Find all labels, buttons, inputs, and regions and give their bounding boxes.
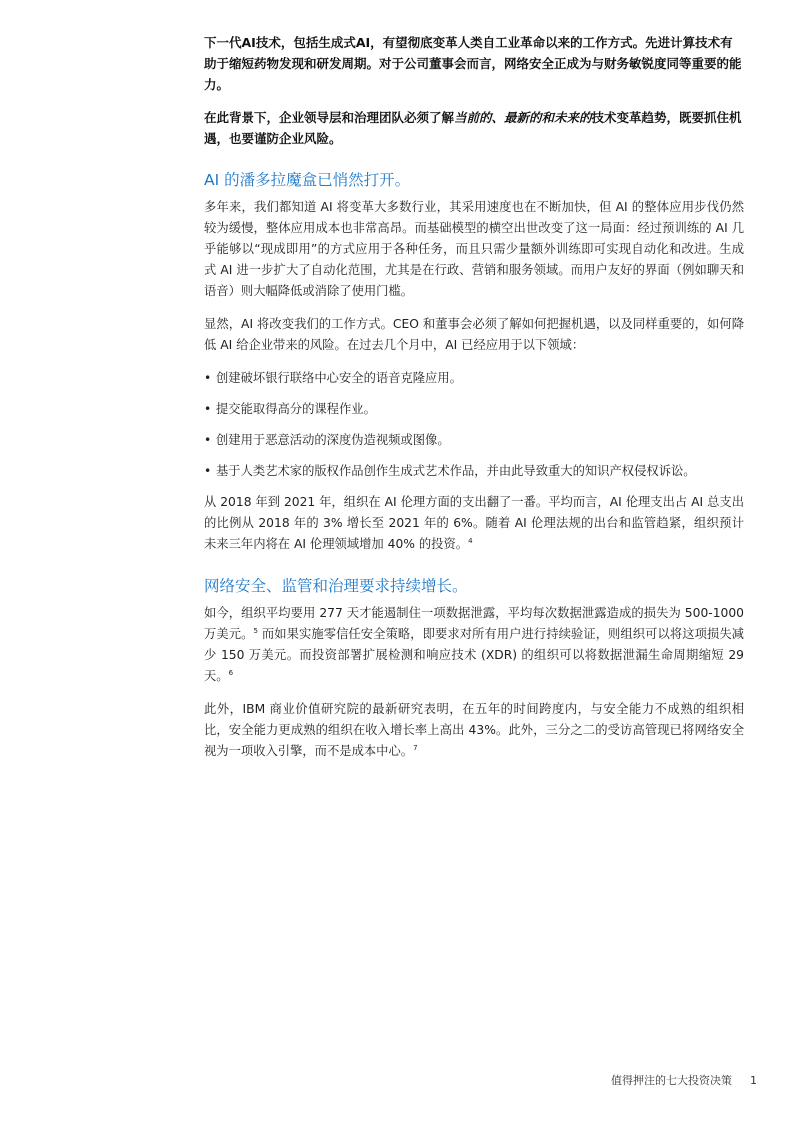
section1-paragraph-3 (204, 492, 744, 555)
bullet-dot-icon: • (204, 433, 212, 447)
intro-p2-before: 在此背景下，企业领导层和治理团队必须了解 (204, 110, 455, 125)
footnote-ref-7[interactable]: 7 (413, 743, 418, 752)
intro-block (204, 32, 744, 149)
footnote-ref-4[interactable]: 4 (468, 536, 473, 545)
intro-paragraph-1: 下一代AI技术，包括生成式AI，有望彻底变革人类自工业革命以来的工作方式。先进计算技术有助于缩短药物发现和研发周期。对于公司董事会而言，网络安全正成为与财务敏锐度同等重要的能力。 (204, 35, 742, 92)
list-item (204, 368, 744, 389)
bullet-dot-icon: • (204, 402, 212, 416)
section1-p3-text: 从 2018 年到 2021 年，组织在 AI 伦理方面的支出翻了一番。平均而言，AI 伦理支出占 AI 总支出的比例从 2018 年的 3% 增长至 2021 年的 6%。随着 AI 伦理法规的出台和监管趋紧，组织预计未来三年内将在 AI 伦理领域增加 40% 的投资。 (204, 495, 744, 551)
section-heading-ai: AI 的潘多拉魔盒已悄然打开。 (204, 171, 411, 189)
page-footer (611, 1072, 757, 1088)
page-number: 1 (750, 1074, 757, 1087)
bullet-dot-icon: • (204, 371, 212, 385)
footer-title: 值得押注的七大投资决策 (611, 1074, 732, 1087)
intro-p2-emphasis: 当前的、最新的和未来的 (454, 110, 592, 125)
footnote-ref-6[interactable]: 6 (228, 668, 234, 677)
section2-p1-text-b: 而如果实施零信任安全策略，即要求对所有用户进行持续验证，则组织可以将这项损失减少 150 万美元。而投资部署扩展检测和响应技术 (XDR) 的组织可以将数据泄漏生命周期缩短 29 天。 (204, 627, 744, 683)
list-item (204, 399, 744, 420)
section2-paragraph-1 (204, 603, 744, 687)
section2-paragraph-2 (204, 699, 744, 762)
bullet-list (204, 368, 744, 482)
section1-paragraph-1: 多年来，我们都知道 AI 将变革大多数行业，其采用速度也在不断加快，但 AI 的整体应用步伐仍然较为缓慢，整体应用成本也非常高昂。而基础模型的横空出世改变了这一局面：经过预训练的 AI 几乎能够以“现成即用”的方式应用于各种任务，而且只需少量额外训练即可实现自动化和改进。生成式 AI 进一步扩大了自动化范围，尤其是在行政、营销和服务领域。而用户友好的界面（例如聊天和语音）则大幅降低或消除了使用门槛。 (204, 200, 744, 298)
intro-paragraph-2 (204, 107, 744, 149)
list-item-text: 基于人类艺术家的版权作品创作生成式艺术作品，并由此导致重大的知识产权侵权诉讼。 (216, 464, 696, 478)
list-item (204, 430, 744, 451)
section-heading-cybersecurity: 网络安全、监管和治理要求持续增长。 (204, 577, 468, 595)
list-item-text: 创建破坏银行联络中心安全的语音克隆应用。 (216, 371, 462, 385)
list-item (204, 461, 744, 482)
bullet-dot-icon: • (204, 464, 212, 478)
list-item-text: 提交能取得高分的课程作业。 (216, 402, 376, 416)
section2-p1-text-a: 如今，组织平均要用 277 天才能遏制住一项数据泄露，平均每次数据泄露造成的损失为 500-1000 万美元。 (204, 606, 744, 641)
section2-p2-text: 此外，IBM 商业价值研究院的最新研究表明，在五年的时间跨度内，与安全能力不成熟的组织相比，安全能力更成熟的组织在收入增长率上高出 43%。此外，三分之二的受访高管现已将网络安全视为一项收入引擎，而不是成本中心。 (204, 702, 744, 758)
section1-paragraph-2: 显然，AI 将改变我们的工作方式。CEO 和董事会必须了解如何把握机遇，以及同样重要的，如何降低 AI 给企业带来的风险。在过去几个月中，AI 已经应用于以下领域： (204, 317, 744, 352)
document-page (204, 32, 744, 774)
footnote-ref-5[interactable]: 5 (253, 626, 258, 635)
list-item-text: 创建用于恶意活动的深度伪造视频或图像。 (216, 433, 450, 447)
intro-p2-after: 技术变革趋势，既要抓住机遇，也要谨防企业风险。 (204, 110, 742, 146)
